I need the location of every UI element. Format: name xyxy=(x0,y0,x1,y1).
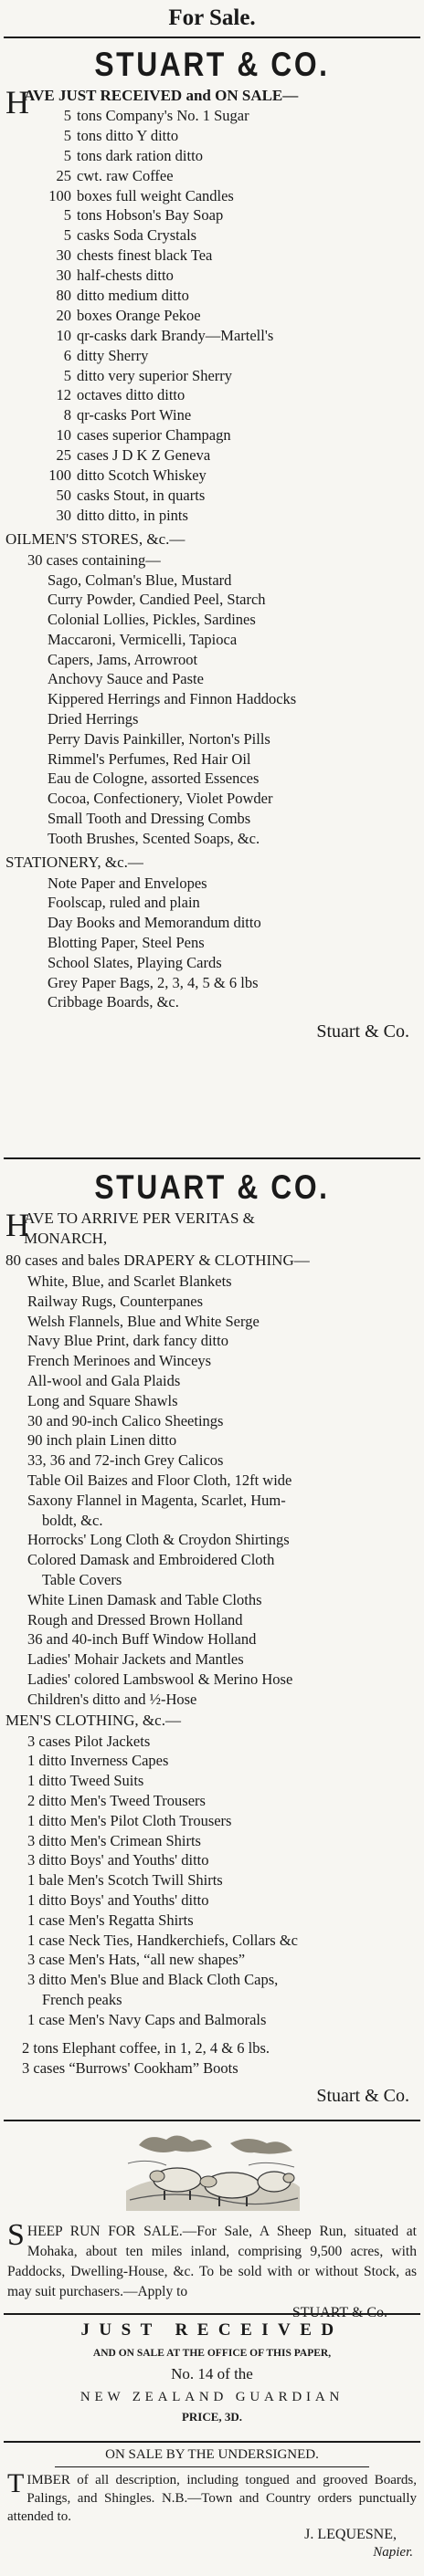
item-description: boxes full weight Candles xyxy=(77,186,234,204)
item-description: qr-casks dark Brandy—Martell's xyxy=(77,326,274,344)
drapery-list xyxy=(27,1272,419,1710)
list-item: Table Covers xyxy=(42,1570,122,1588)
list-item: White, Blue, and Scarlet Blankets xyxy=(27,1272,232,1290)
item-quantity: 30 xyxy=(56,267,71,285)
mens-clothing-title: MEN'S CLOTHING, &c.— xyxy=(5,1711,181,1729)
sheep-run-advertisement xyxy=(0,2127,424,2324)
list-item xyxy=(7,385,417,405)
list-item: Colonial Lollies, Pickles, Sardines xyxy=(48,611,256,629)
item-description: tons Company's No. 1 Sugar xyxy=(77,107,249,124)
list-item: Table Oil Baizes and Floor Cloth, 12ft wide xyxy=(27,1471,292,1489)
item-description: octaves ditto ditto xyxy=(77,386,186,404)
signature: Stuart & Co. xyxy=(316,1021,409,1042)
list-item xyxy=(7,506,417,526)
list-item: 1 ditto Men's Pilot Cloth Trousers xyxy=(27,1811,232,1829)
item-quantity: 5 xyxy=(63,126,71,144)
list-item: Cribbage Boards, &c. xyxy=(48,993,179,1011)
stationery-title: STATIONERY, &c.— xyxy=(5,853,143,871)
list-item: School Slates, Playing Cards xyxy=(48,953,222,971)
list-item: 1 case Neck Ties, Handkerchiefs, Collars &c xyxy=(27,1931,299,1949)
list-item: White Linen Damask and Table Cloths xyxy=(27,1590,262,1608)
list-item xyxy=(7,486,417,506)
item-description: tons dark ration ditto xyxy=(77,146,203,164)
list-item: Blotting Paper, Steel Pens xyxy=(48,934,205,952)
list-item: Ladies' Mohair Jackets and Mantles xyxy=(27,1650,244,1669)
signature: Stuart & Co. xyxy=(316,2086,409,2107)
lead-line xyxy=(5,1209,419,1249)
item-quantity: 20 xyxy=(56,306,71,324)
list-item: Eau de Cologne, assorted Essences xyxy=(48,770,260,788)
sheep-run-body: HEEP RUN FOR SALE.—For Sale, A Sheep Run, situated at Mohaka, about ten miles inland, comprising 9,500 acres, with Paddocks, Dwelling-House, &c. To be sold with or without Stock, as may suit purchasers.—Apply to xyxy=(7,2224,417,2299)
mens-clothing-list xyxy=(27,1732,419,2030)
list-item: 3 cases “Burrows' Cookham” Boots xyxy=(22,2059,238,2078)
list-item: 2 tons Elephant coffee, in 1, 2, 4 & 6 lbs. xyxy=(22,2039,270,2058)
divider xyxy=(55,2466,369,2467)
list-item xyxy=(7,425,417,445)
list-item: Colored Damask and Embroidered Cloth xyxy=(27,1551,275,1569)
item-quantity: 12 xyxy=(56,386,71,404)
list-item: Rimmel's Perfumes, Red Hair Oil xyxy=(48,749,251,768)
item-description: ditty Sherry xyxy=(77,346,149,364)
list-item: Note Paper and Envelopes xyxy=(48,874,207,892)
undersigned-title: ON SALE BY THE UNDERSIGNED. xyxy=(105,2447,319,2462)
list-item xyxy=(7,146,417,166)
item-description: ditto very superior Sherry xyxy=(77,366,233,384)
for-sale-header xyxy=(0,0,424,38)
item-description: qr-casks Port Wine xyxy=(77,406,192,424)
item-quantity: 100 xyxy=(48,186,71,204)
drop-cap: T xyxy=(7,2468,25,2498)
list-item xyxy=(7,306,417,326)
list-item xyxy=(7,326,417,346)
divider xyxy=(4,37,420,38)
list-item: Tooth Brushes, Scented Soaps, &c. xyxy=(48,829,260,847)
divider xyxy=(4,1157,420,1159)
list-item: Railway Rugs, Counterpanes xyxy=(27,1292,204,1310)
list-item xyxy=(7,246,417,266)
list-item: 30 and 90-inch Calico Sheetings xyxy=(27,1411,224,1429)
item-quantity: 25 xyxy=(56,166,71,184)
item-quantity: 6 xyxy=(63,346,71,364)
oilmen-intro: 30 cases containing— xyxy=(27,550,161,569)
stationery-list xyxy=(48,874,419,1013)
list-item: Navy Blue Print, dark fancy ditto xyxy=(27,1332,228,1350)
item-quantity: 5 xyxy=(63,206,71,225)
item-description: tons ditto Y ditto xyxy=(77,126,179,144)
item-quantity: 100 xyxy=(48,466,71,485)
drop-cap: H xyxy=(5,84,29,120)
item-description: casks Soda Crystals xyxy=(77,226,197,245)
list-item: 3 ditto Men's Blue and Black Cloth Caps, xyxy=(27,1971,279,1989)
list-item: 1 ditto Boys' and Youths' ditto xyxy=(27,1890,209,1909)
item-quantity: 30 xyxy=(56,246,71,265)
divider xyxy=(4,2313,420,2315)
list-item: Small Tooth and Dressing Combs xyxy=(48,810,251,828)
list-item: 1 ditto Inverness Capes xyxy=(27,1752,169,1770)
list-item xyxy=(7,366,417,386)
list-item: 90 inch plain Linen ditto xyxy=(27,1431,177,1450)
notice-line: AND ON SALE AT THE OFFICE OF THIS PAPER, xyxy=(92,2348,332,2359)
list-item xyxy=(7,106,417,126)
item-quantity: 5 xyxy=(63,226,71,245)
divider xyxy=(4,2120,420,2121)
list-item: Horrocks' Long Cloth & Croydon Shirtings xyxy=(27,1531,290,1549)
list-item: Cocoa, Confectionery, Violet Powder xyxy=(48,790,273,808)
just-received-headline: JUST RECEIVED xyxy=(80,2320,344,2340)
list-item xyxy=(7,225,417,246)
drapery-intro: 80 cases and bales DRAPERY & CLOTHING— xyxy=(5,1251,310,1269)
list-item: 33, 36 and 72-inch Grey Calicos xyxy=(27,1451,224,1470)
list-item: 2 ditto Men's Tweed Trousers xyxy=(27,1791,206,1809)
list-item xyxy=(7,286,417,306)
goods-list xyxy=(7,106,417,526)
item-description: ditto ditto, in pints xyxy=(77,506,188,524)
divider xyxy=(4,2441,420,2443)
list-item xyxy=(7,166,417,186)
list-item: Dried Herrings xyxy=(48,710,139,728)
list-item: 1 case Men's Navy Caps and Balmorals xyxy=(27,2010,267,2028)
additional-goods xyxy=(22,2038,419,2079)
item-description: half-chests ditto xyxy=(77,267,174,285)
item-description: chests finest black Tea xyxy=(77,246,213,265)
list-item: Children's ditto and ½-Hose xyxy=(27,1690,197,1708)
item-quantity: 80 xyxy=(56,287,71,305)
list-item: Rough and Dressed Brown Holland xyxy=(27,1610,243,1628)
list-item: Kippered Herrings and Finnon Haddocks xyxy=(48,690,297,708)
item-quantity: 25 xyxy=(56,446,71,465)
list-item: Saxony Flannel in Magenta, Scarlet, Hum- xyxy=(27,1491,286,1509)
list-item: boldt, &c. xyxy=(42,1511,103,1529)
for-sale-heading: For Sale. xyxy=(168,5,256,30)
item-quantity: 8 xyxy=(63,406,71,424)
lead-text-continued: MONARCH, xyxy=(24,1230,108,1247)
list-item: Maccaroni, Vermicelli, Tapioca xyxy=(48,630,238,648)
stuart-advertisement-stock xyxy=(0,46,424,1045)
list-item: All-wool and Gala Plaids xyxy=(27,1371,181,1389)
list-item xyxy=(7,466,417,486)
list-item xyxy=(7,445,417,466)
list-item: Capers, Jams, Arrowroot xyxy=(48,650,198,668)
oilmen-title: OILMEN'S STORES, &c.— xyxy=(5,529,186,548)
list-item: French peaks xyxy=(42,1990,122,2008)
list-item: 1 ditto Tweed Suits xyxy=(27,1772,144,1790)
sheep-woodcut-icon xyxy=(121,2127,303,2216)
list-item: 3 case Men's Hats, “all new shapes” xyxy=(27,1951,246,1969)
item-description: ditto medium ditto xyxy=(77,287,189,305)
list-item: Perry Davis Painkiller, Norton's Pills xyxy=(48,729,270,748)
list-item: French Merinoes and Winceys xyxy=(27,1352,212,1370)
lead-text: AVE TO ARRIVE PER VERITAS & xyxy=(24,1209,255,1227)
item-quantity: 30 xyxy=(56,506,71,524)
timber-text xyxy=(7,2468,417,2526)
list-item xyxy=(7,205,417,225)
drop-cap: S xyxy=(7,2218,25,2252)
place-name: Napier. xyxy=(373,2545,413,2560)
item-quantity: 50 xyxy=(56,486,71,504)
item-description: tons Hobson's Bay Soap xyxy=(77,206,224,225)
drop-cap: H xyxy=(5,1207,29,1243)
item-description: cwt. raw Coffee xyxy=(77,166,174,184)
item-description: boxes Orange Pekoe xyxy=(77,306,201,324)
oilmen-section xyxy=(27,550,419,849)
item-description: casks Stout, in quarts xyxy=(77,486,206,504)
item-quantity: 5 xyxy=(63,366,71,384)
list-item: Welsh Flannels, Blue and White Serge xyxy=(27,1312,260,1330)
firm-name: STUART & CO. xyxy=(94,1168,330,1206)
item-quantity: 5 xyxy=(63,107,71,124)
lead-text: AVE JUST RECEIVED and ON SALE— xyxy=(24,87,299,104)
sheep-run-text xyxy=(7,2218,417,2302)
guardian-notice xyxy=(0,2317,424,2426)
list-item: 3 cases Pilot Jackets xyxy=(27,1732,151,1750)
list-item: Anchovy Sauce and Paste xyxy=(48,670,204,688)
list-item: 3 ditto Men's Crimean Shirts xyxy=(27,1831,201,1849)
item-quantity: 5 xyxy=(63,146,71,164)
list-item: 3 ditto Boys' and Youths' ditto xyxy=(27,1851,209,1869)
oilmen-list xyxy=(27,571,419,849)
list-item xyxy=(7,126,417,146)
list-item: Curry Powder, Candied Peel, Starch xyxy=(48,591,266,609)
item-description: cases superior Champagn xyxy=(77,426,231,445)
list-item: 1 bale Men's Scotch Twill Shirts xyxy=(27,1871,223,1890)
list-item: Sago, Colman's Blue, Mustard xyxy=(48,571,232,589)
list-item: Grey Paper Bags, 2, 3, 4, 5 & 6 lbs xyxy=(48,973,259,991)
signature: J. LEQUESNE, xyxy=(304,2527,397,2542)
list-item xyxy=(7,266,417,286)
stuart-advertisement-drapery xyxy=(0,1168,424,2110)
issue-number: No. 14 of the xyxy=(171,2365,253,2382)
list-item xyxy=(7,405,417,425)
list-item: 1 case Men's Regatta Shirts xyxy=(27,1911,194,1929)
timber-advertisement xyxy=(0,2445,424,2560)
timber-body: IMBER of all description, including tongued and grooved Boards, Palings, and Shingles. N.B.—Town and Country orders punctually attended to. xyxy=(7,2473,417,2524)
item-quantity: 10 xyxy=(56,326,71,344)
list-item: Day Books and Memorandum ditto xyxy=(48,914,261,932)
item-description: ditto Scotch Whiskey xyxy=(77,466,207,485)
list-item: Long and Square Shawls xyxy=(27,1391,178,1409)
item-quantity: 10 xyxy=(56,426,71,445)
price-line: PRICE, 3D. xyxy=(181,2410,243,2424)
publication-name: NEW ZEALAND GUARDIAN xyxy=(80,2390,344,2404)
firm-name: STUART & CO. xyxy=(94,46,330,83)
list-item xyxy=(7,346,417,366)
list-item xyxy=(7,186,417,206)
list-item: Ladies' colored Lambswool & Merino Hose xyxy=(27,1670,293,1688)
list-item: 36 and 40-inch Buff Window Holland xyxy=(27,1630,257,1649)
list-item: Foolscap, ruled and plain xyxy=(48,894,200,912)
item-description: cases J D K Z Geneva xyxy=(77,446,211,465)
